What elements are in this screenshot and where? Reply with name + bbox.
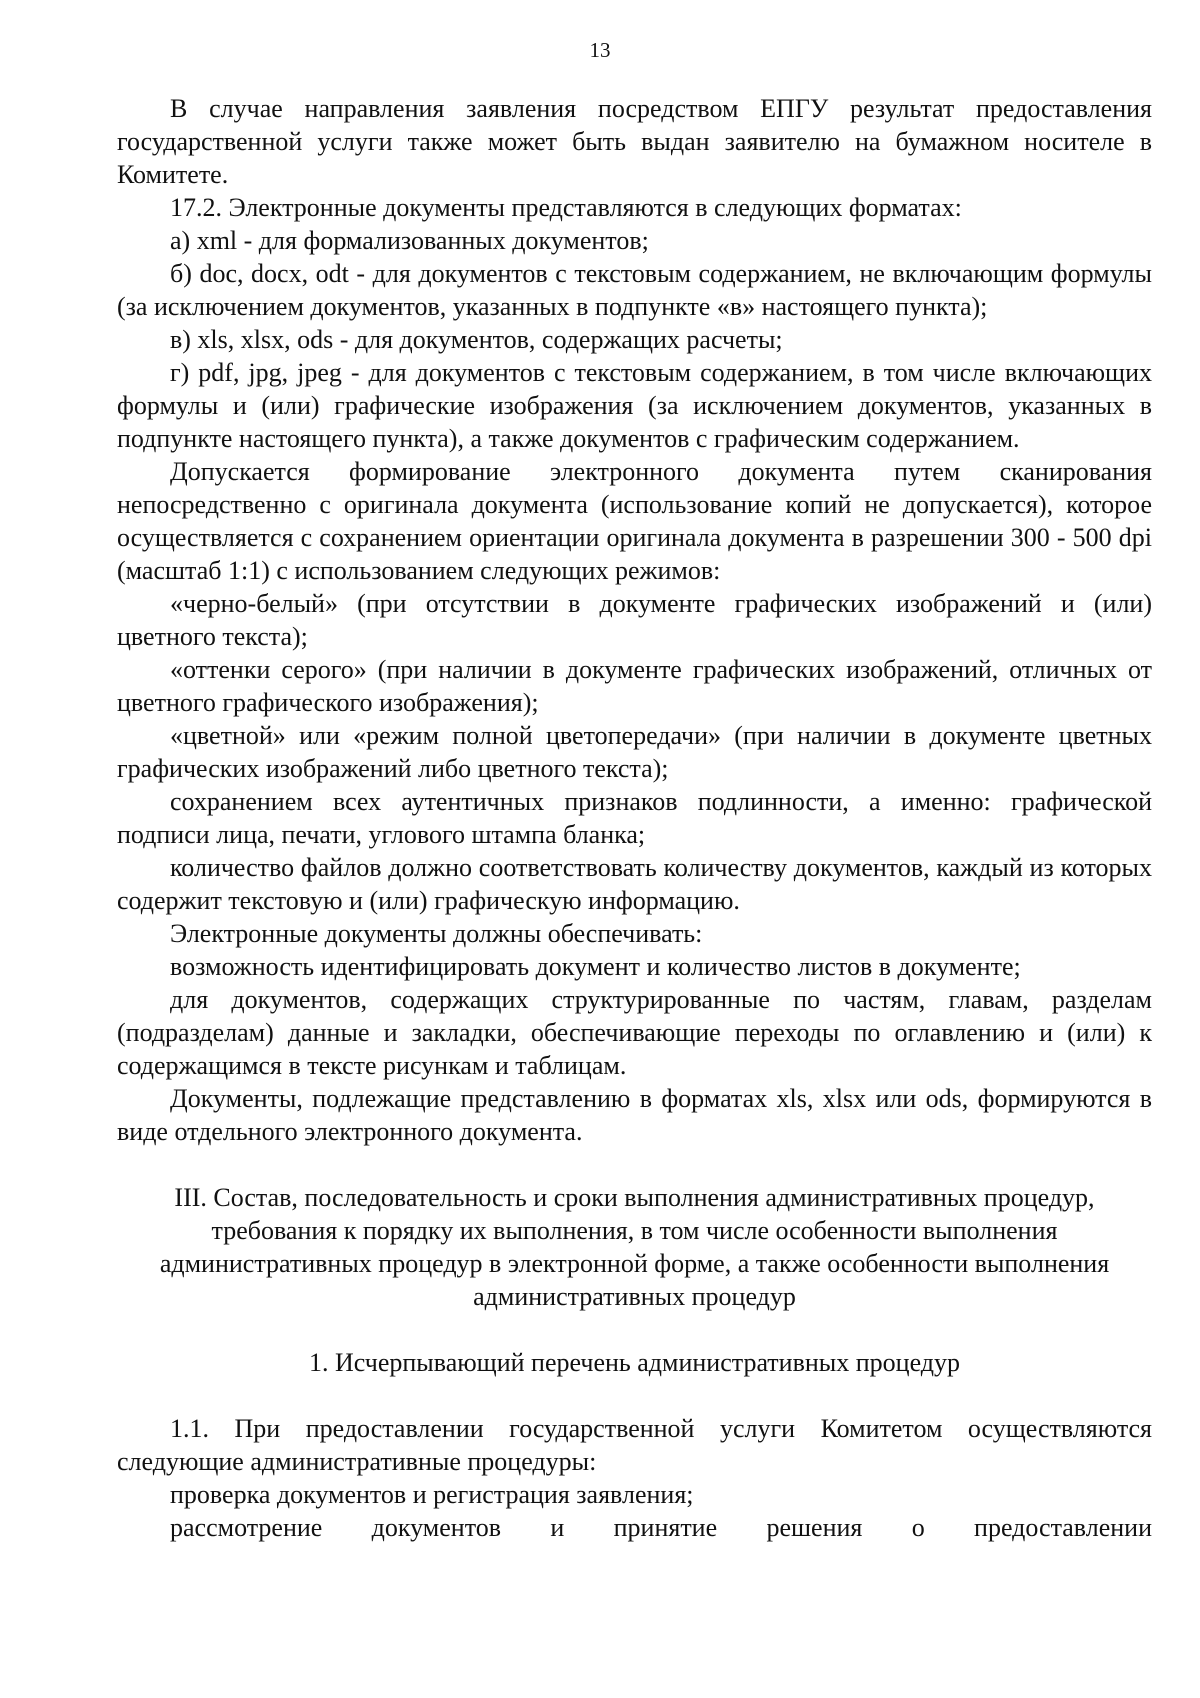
paragraph-procedure-check: проверка документов и регистрация заявления; — [170, 1480, 694, 1509]
paragraph-must-provide: Электронные документы должны обеспечивать: — [170, 919, 703, 948]
paragraph-authenticity: сохранением всех аутентичных признаков подлинности, а именно: графической подписи лица, печати, углового штампа бланка; — [117, 787, 1152, 849]
paragraph-procedure-review: рассмотрение документов и принятие решения о предоставлении — [170, 1513, 1152, 1542]
document-body — [117, 92, 1152, 1544]
paragraph-file-count: количество файлов должно соответствовать количеству документов, каждый из которых содержит текстовую и (или) графическую информацию. — [117, 853, 1152, 915]
section-heading: III. Состав, последовательность и сроки выполнения административных процедур, требования к порядку их выполнения, в том числе особенности выполнения административных процедур в электронной форме, а также особенности выполнения административных процедур — [159, 1183, 1110, 1311]
paragraph-epgu-result: В случае направления заявления посредством ЕПГУ результат предоставления государственной услуги также может быть выдан заявителю на бумажном носителе в Комитете. — [117, 94, 1152, 189]
paragraph-format-doc: б) doc, docx, odt - для документов с текстовым содержанием, не включающим формулы (за исключением документов, указанных в подпункте «в» настоящего пункта); — [117, 259, 1152, 321]
subsection-heading: 1. Исчерпывающий перечень административных процедур — [308, 1348, 960, 1377]
paragraph-scanning: Допускается формирование электронного документа путем сканирования непосредственно с оригинала документа (использование копий не допускается), которое осуществляется с сохранением ориентации оригинала документа в разрешении 300 - 500 dpi (масштаб 1:1) с использованием следующих режимов: — [117, 457, 1152, 585]
paragraph-separate-document: Документы, подлежащие представлению в форматах xls, xlsx или ods, формируются в виде отдельного электронного документа. — [117, 1084, 1152, 1146]
paragraph-mode-bw: «черно-белый» (при отсутствии в документе графических изображений и (или) цветного текста); — [117, 589, 1152, 651]
paragraph-formats-intro: 17.2. Электронные документы представляются в следующих форматах: — [170, 193, 962, 222]
paragraph-format-xml: а) xml - для формализованных документов; — [170, 226, 649, 255]
paragraph-mode-grayscale: «оттенки серого» (при наличии в документе графических изображений, отличных от цветного графического изображения); — [117, 655, 1152, 717]
paragraph-structured: для документов, содержащих структурированные по частям, главам, разделам (подразделам) данные и закладки, обеспечивающие переходы по оглавлению и (или) к содержащимся в тексте рисункам и таблицам. — [117, 985, 1152, 1080]
paragraph-procedures-intro: 1.1. При предоставлении государственной услуги Комитетом осуществляются следующие административные процедуры: — [117, 1414, 1152, 1476]
paragraph-format-pdf: г) pdf, jpg, jpeg - для документов с текстовым содержанием, в том числе включающих формулы и (или) графические изображения (за исключением документов, указанных в подпункте настоящего пункта), а также документов с графическим содержанием. — [117, 358, 1152, 453]
paragraph-identify: возможность идентифицировать документ и количество листов в документе; — [170, 952, 1021, 981]
page-number: 13 — [589, 38, 611, 62]
paragraph-mode-color: «цветной» или «режим полной цветопередачи» (при наличии в документе цветных графических изображений либо цветного текста); — [117, 721, 1152, 783]
paragraph-format-xls: в) xls, xlsx, ods - для документов, содержащих расчеты; — [170, 325, 783, 354]
